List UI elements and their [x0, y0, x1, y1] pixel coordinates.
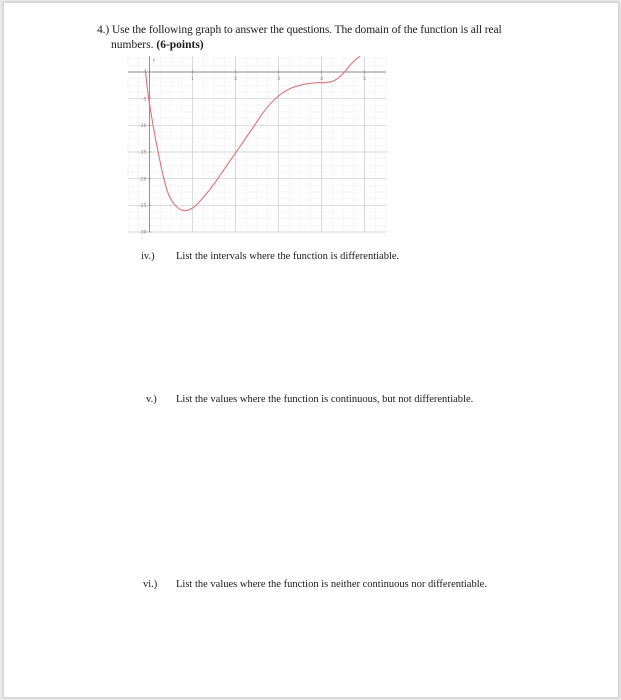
sub-question-v-text: List the values where the function is continuous, but not differentiable.	[176, 394, 474, 405]
y-tick-label: -25	[139, 203, 147, 209]
x-tick-label: 1	[191, 77, 194, 82]
y-axis-label: y	[152, 58, 156, 63]
question-text: Use the following graph to answer the questions. The domain of the function is all real	[111, 24, 502, 36]
question-title	[97, 23, 537, 38]
y-tick-label: -30	[139, 230, 147, 236]
y-tick-label: -5	[142, 97, 147, 103]
question-points: (6-points)	[156, 39, 204, 51]
sub-question-iv-number: iv.)	[141, 251, 155, 262]
sub-question-vi-number: vi.)	[143, 579, 158, 590]
question-number: 4.)	[97, 24, 110, 36]
question-title-line2	[111, 38, 204, 53]
y-tick-label: -15	[139, 150, 147, 156]
y-tick-label: -10	[139, 123, 147, 129]
question-text-line2: numbers.	[111, 39, 154, 51]
function-graph	[122, 52, 392, 236]
x-tick-label: 2	[234, 77, 237, 82]
y-tick-label: -20	[139, 177, 147, 183]
x-tick-label: 4	[320, 77, 323, 82]
sub-question-v-number: v.)	[146, 394, 157, 405]
x-tick-label: 3	[277, 77, 280, 82]
sub-question-vi-text: List the values where the function is neither continuous nor differentiable.	[176, 579, 487, 590]
sub-question-iv-text: List the intervals where the function is differentiable.	[176, 251, 400, 262]
x-tick-label: 5	[363, 77, 366, 82]
